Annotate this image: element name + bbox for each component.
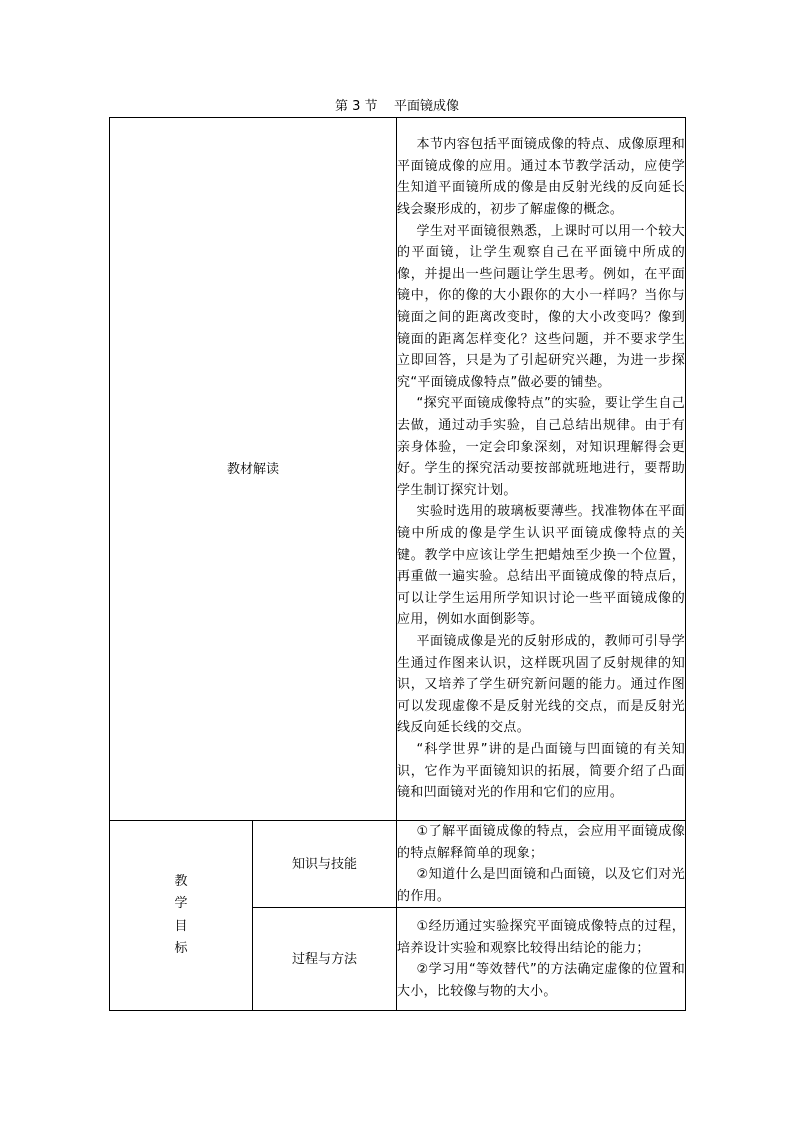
goal-paragraph: ②学习用“等效替代”的方法确定虚像的位置和大小，比较像与物的大小。 bbox=[397, 962, 686, 999]
analysis-paragraph: 实验时选用的玻璃板要薄些。找准物体在平面镜中所成的像是学生认识平面镜成像特点的关键。教学中应该让学生把蜡烛至少换一个位置，再重做一遍实验。总结出平面镜成像的特点后，可以让学生运用所学知识讨论一些平面镜成像的应用，例如水面倒影等。 bbox=[397, 504, 686, 628]
teaching-goals-char: 目 bbox=[174, 918, 188, 934]
analysis-paragraph: 学生对平面镜很熟悉，上课时可以用一个较大的平面镜，让学生观察自己在平面镜中所成的像，并提出一些问题让学生思考。例如，在平面镜中，你的像的大小跟你的大小一样吗？当你与镜面之间的距离改变时，像的大小改变吗？像到镜面的距离怎样变化？这些问题，并不要求学生立即回答，只是为了引起研究兴趣，为进一步探究“平面镜成像特点”做必要的铺垫。 bbox=[397, 223, 686, 390]
analysis-paragraph: “科学世界”讲的是凸面镜与凹面镜的有关知识，它作为平面镜知识的拓展，简要介绍了凸面镜和凹面镜对光的作用和它们的应用。 bbox=[397, 741, 686, 801]
goal-paragraph: ②知道什么是凹面镜和凸面镜，以及它们对光的作用。 bbox=[397, 867, 686, 904]
textbook-analysis-content bbox=[397, 118, 686, 821]
knowledge-skills-label: 知识与技能 bbox=[253, 821, 397, 908]
analysis-paragraph: “探究平面镜成像特点”的实验，要让学生自己去做，通过动手实验，自己总结出规律。由于有亲身体验，一定会印象深刻，对知识理解得会更好。学生的探究活动要按部就班地进行，要帮助学生制订探究计划。 bbox=[397, 396, 686, 498]
process-methods-label: 过程与方法 bbox=[253, 908, 397, 1011]
goal-paragraph: ①经历通过实验探究平面镜成像特点的过程，培养设计实验和观察比较得出结论的能力； bbox=[397, 919, 686, 956]
goal-paragraph: ①了解平面镜成像的特点，会应用平面镜成像的特点解释简单的现象； bbox=[397, 824, 686, 861]
analysis-paragraph: 本节内容包括平面镜成像的特点、成像原理和平面镜成像的应用。通过本节教学活动，应使学生知道平面镜所成的像是由反射光线的反向延长线会聚形成的，初步了解虚像的概念。 bbox=[397, 137, 686, 218]
lesson-plan-table bbox=[109, 117, 686, 1011]
analysis-paragraph: 平面镜成像是光的反射形成的，教师可引导学生通过作图来认识，这样既巩固了反射规律的知识，又培养了学生研究新问题的能力。通过作图可以发现虚像不是反射光线的交点，而是反射光线反向延长线的交点。 bbox=[397, 633, 686, 736]
knowledge-skills-row bbox=[110, 821, 686, 908]
teaching-goals-char: 学 bbox=[174, 896, 188, 912]
teaching-goals-label bbox=[110, 821, 253, 1011]
teaching-goals-char: 教 bbox=[174, 873, 188, 889]
process-methods-content bbox=[397, 908, 686, 1011]
textbook-analysis-label: 教材解读 bbox=[110, 118, 397, 821]
knowledge-skills-content bbox=[397, 821, 686, 908]
textbook-analysis-row bbox=[110, 118, 686, 821]
teaching-goals-char: 标 bbox=[174, 941, 188, 957]
section-title: 第 3 节 平面镜成像 bbox=[334, 99, 460, 114]
